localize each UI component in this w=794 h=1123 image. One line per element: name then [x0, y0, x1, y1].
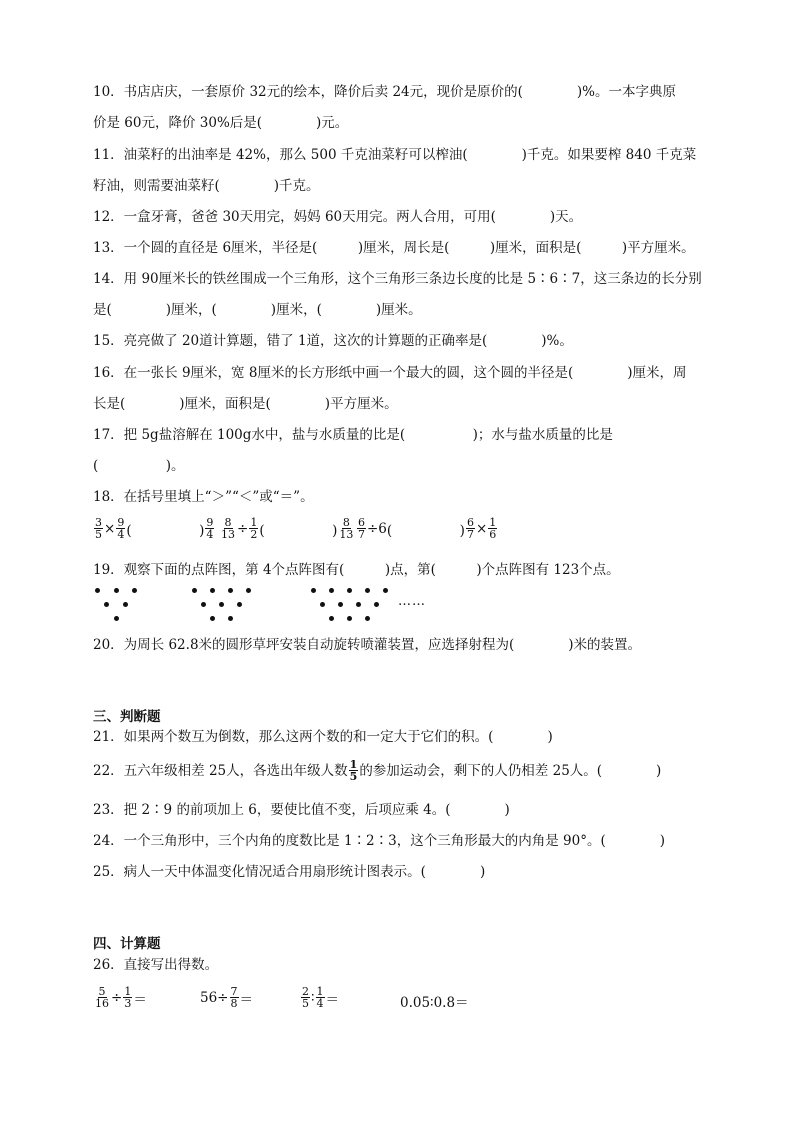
question-12: 12．一盒牙膏，爸爸 30天用完，妈妈 60天用完。两人合用，可用( )天。	[93, 209, 583, 225]
question-22: 22．五六年级相差 25人，各选出年级人数 $\frac{1}{5}$ 的参加运动会，剩下的人仍相差 25人。( )	[93, 758, 662, 783]
answer-blank[interactable]: ( )	[386, 522, 465, 539]
fraction: $\frac{9}{4}$	[117, 516, 125, 541]
question-24: 24．一个三角形中，三个内角的度数比是 1∶2∶3，这个三角形最大的内角是 90°。( )	[93, 833, 665, 849]
answer-blank[interactable]: ( )	[259, 522, 338, 539]
dot	[228, 588, 233, 593]
q18-expression-3: $\frac{6}{7}$ ÷6 ( ) $\frac{6}{7}$ × $\frac{1}{6}$	[358, 516, 497, 541]
question-19: 19．观察下面的点阵图，第 4个点阵图有( )点，第( )个点阵图有 123个点。	[93, 562, 620, 578]
question-18: 18．在括号里填上“＞”“＜”或“＝”。	[93, 489, 314, 505]
question-11-line-2: 籽油，则需要油菜籽( )千克。	[93, 178, 320, 194]
dot	[210, 616, 215, 621]
question-16-line-2: 长是( )厘米，面积是( )平方厘米。	[93, 396, 398, 412]
question-10-line-2: 价是 60元，降价 30%后是( )元。	[93, 115, 349, 131]
dot	[123, 602, 128, 607]
question-17-line-1: 17．把 5g盐溶解在 100g水中，盐与水质量的比是( )；水与盐水质量的比是	[93, 427, 613, 443]
dot	[237, 602, 242, 607]
fraction: $\frac{2}{5}$	[302, 985, 309, 1010]
q26-expression-2: 56÷ $\frac{7}{8}$ ＝	[200, 985, 253, 1010]
question-17-line-2: ( )。	[93, 458, 185, 474]
question-11-line-1: 11．油菜籽的出油率是 42%，那么 500 千克油菜籽可以榨油( )千克。如果要榨 840 千克菜	[93, 147, 697, 163]
dot	[246, 588, 251, 593]
question-15: 15．亮亮做了 20道计算题，错了 1道，这次的计算题的正确率是( )%。	[93, 333, 573, 349]
dot	[356, 602, 361, 607]
question-23: 23．把 2∶9 的前项加上 6，要使比值不变，后项应乘 4。( )	[93, 802, 510, 818]
q26-expression-3: $\frac{2}{5}$ ∶ $\frac{1}{4}$ ＝	[302, 985, 340, 1010]
question-25: 25．病人一天中体温变化情况适合用扇形统计图表示。( )	[93, 864, 486, 880]
q26-expression-4: 0.05∶0.8＝	[400, 995, 469, 1011]
dot	[365, 616, 370, 621]
question-26: 26．直接写出得数。	[93, 957, 219, 973]
question-10-line-1: 10．书店店庆，一套原价 32元的绘本，降价后卖 24元，现价是原价的( )%。一本字典原	[93, 84, 676, 100]
question-14-line-2: 是( )厘米，( )厘米，( )厘米。	[93, 302, 422, 318]
dot	[320, 602, 325, 607]
answer-blank[interactable]: ( )	[126, 522, 205, 539]
dot	[228, 616, 233, 621]
fraction: $\frac{6}{7}$	[358, 516, 365, 541]
dot	[95, 588, 100, 593]
q18-expression-1: $\frac{3}{5}$ × $\frac{9}{4}$ ( ) $\frac{9}{4}$	[95, 516, 214, 541]
dot	[114, 588, 119, 593]
question-20: 20．为周长 62.8米的圆形草坪安装自动旋转喷灌装置，应选择射程为( )米的装置。	[93, 637, 642, 653]
dot	[329, 616, 334, 621]
q26-expression-1: $\frac{5}{16}$ ÷ $\frac{1}{3}$ ＝	[95, 985, 147, 1010]
section-3-heading: 三、判断题	[93, 709, 161, 725]
fraction: $\frac{3}{5}$	[95, 516, 102, 541]
dot	[365, 588, 370, 593]
fraction: $\frac{7}{8}$	[230, 985, 238, 1010]
section-4-heading: 四、计算题	[93, 936, 161, 952]
dot	[210, 588, 215, 593]
dot	[114, 616, 119, 621]
dot	[132, 588, 137, 593]
dot	[104, 602, 109, 607]
dot	[311, 588, 316, 593]
dot	[374, 602, 379, 607]
fraction: $\frac{1}{6}$	[489, 516, 497, 541]
fraction: $\frac{9}{4}$	[206, 516, 214, 541]
fraction: $\frac{8}{13}$	[221, 516, 235, 541]
dot	[383, 588, 388, 593]
ellipsis: ……	[398, 594, 426, 609]
dot	[192, 588, 197, 593]
question-21: 21．如果两个数互为倒数，那么这两个数的和一定大于它们的积。( )	[93, 729, 553, 745]
dot	[201, 602, 206, 607]
fraction: $\frac{1}{3}$	[124, 985, 132, 1010]
question-14-line-1: 14．用 90厘米长的铁丝围成一个三角形，这个三角形三条边长度的比是 5∶6∶7，这三条边的长分别	[93, 271, 702, 287]
dot	[329, 588, 334, 593]
fraction: $\frac{6}{7}$	[466, 516, 474, 541]
q18-expression-2: $\frac{8}{13}$ ÷ $\frac{1}{2}$ ( ) $\frac{8}{13}$	[221, 516, 354, 541]
fraction: $\frac{8}{13}$	[339, 516, 354, 541]
fraction: $\frac{5}{16}$	[95, 985, 109, 1010]
fraction: $\frac{1}{5}$	[349, 758, 358, 783]
question-16-line-1: 16．在一张长 9厘米，宽 8厘米的长方形纸中画一个最大的圆，这个圆的半径是( )厘米，周	[93, 365, 687, 381]
dot	[347, 616, 352, 621]
dot	[338, 602, 343, 607]
dot	[347, 588, 352, 593]
question-13: 13．一个圆的直径是 6厘米，半径是( )厘米，周长是( )厘米，面积是( )平方厘米。	[93, 240, 695, 256]
dot	[219, 602, 224, 607]
fraction: $\frac{1}{4}$	[316, 985, 324, 1010]
fraction: $\frac{1}{2}$	[250, 516, 258, 541]
